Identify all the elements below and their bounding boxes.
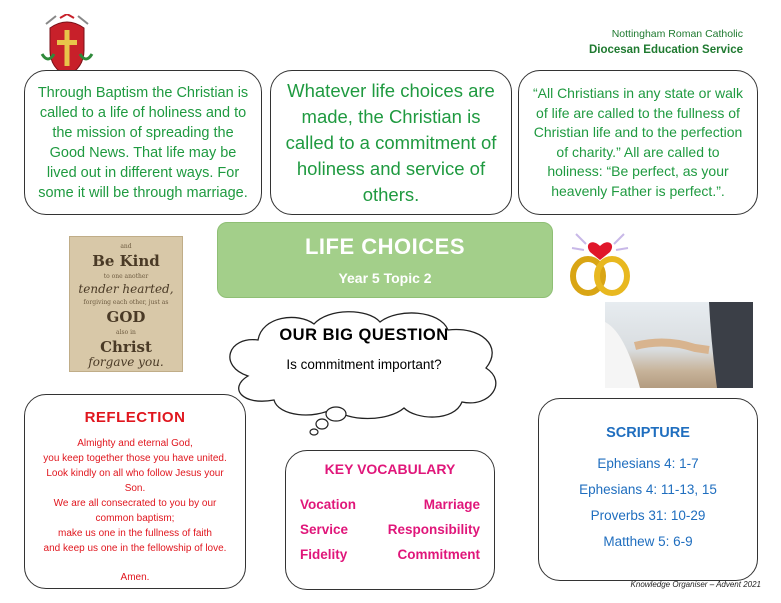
baptism-quote-text: Through Baptism the Christian is called to a life of holiness and to the mission of spreading the Good News. That life may be lived out in different ways. For some it will be through marriage. [37, 84, 249, 201]
vocabulary-term: Responsibility [387, 522, 480, 537]
prayer-line: Look kindly on all who follow Jesus your Son. [46, 468, 224, 494]
poster-line: forgave you. [88, 354, 164, 369]
poster-line: GOD [106, 307, 146, 326]
vocabulary-term: Marriage [423, 497, 480, 512]
scripture-box [538, 398, 758, 581]
organisation-name [589, 26, 743, 58]
vocabulary-term: Service [300, 522, 349, 537]
key-vocabulary-box [285, 450, 495, 590]
commitment-quote-box [270, 70, 512, 215]
poster-line: Christ [100, 337, 152, 356]
couple-holding-hands-photo [605, 302, 753, 388]
reflection-box [24, 394, 246, 589]
poster-line: forgiving each other, just as [83, 298, 169, 306]
big-question-heading: OUR BIG QUESTION [279, 326, 449, 344]
prayer-line: Almighty and eternal God, [77, 438, 193, 449]
poster-line: tender hearted, [78, 281, 174, 296]
scripture-heading: SCRIPTURE [606, 425, 690, 441]
org-line-1: Nottingham Roman Catholic [611, 28, 743, 40]
scripture-reference: Ephesians 4: 11-13, 15 [579, 482, 717, 497]
prayer-line: and keep us one in the fellowship of love. [43, 543, 227, 554]
vocabulary-term: Fidelity [300, 547, 348, 562]
poster-line: and [120, 242, 132, 250]
vocabulary-row [300, 497, 480, 512]
poster-line: to one another [103, 272, 149, 280]
poster-line: also in [116, 328, 136, 336]
org-line-2: Diocesan Education Service [588, 44, 743, 56]
footer-note: Knowledge Organiser – Advent 2021 [630, 580, 761, 589]
vocabulary-term: Vocation [300, 497, 357, 512]
vocabulary-row [300, 522, 480, 537]
big-question [244, 326, 484, 372]
prayer-line: you keep together those you have united. [43, 453, 227, 464]
scripture-reference: Ephesians 4: 1-7 [597, 456, 699, 471]
wedding-rings-heart-icon [562, 224, 638, 296]
topic-title: LIFE CHOICES [304, 234, 465, 259]
couple-photo-graphic [605, 302, 753, 388]
topic-subtitle: Year 5 Topic 2 [338, 270, 432, 286]
vocabulary-term: Commitment [397, 547, 480, 562]
vocabulary-heading: KEY VOCABULARY [324, 461, 456, 477]
prayer-line: common baptism; [95, 513, 175, 524]
reflection-heading: REFLECTION [84, 409, 186, 426]
commitment-quote-text: Whatever life choices are made, the Christian is called to a commitment of holiness and service of others. [285, 79, 497, 205]
reflection-prayer [37, 436, 233, 556]
perfection-quote-text: “All Christians in any state or walk of life are called to the fullness of Christian life and to the perfection of charity.” All are called to holiness: “Be perfect, as your heavenly Father is perfect.”. [532, 85, 744, 199]
scripture-reference: Matthew 5: 6-9 [603, 534, 693, 549]
baptism-quote-box [24, 70, 262, 215]
prayer-amen: Amen. [120, 572, 150, 583]
topic-title-card [217, 222, 553, 298]
scripture-reference: Proverbs 31: 10-29 [590, 508, 706, 523]
vocabulary-row [300, 547, 480, 562]
big-question-text: Is commitment important? [286, 357, 442, 372]
be-kind-poster-image [69, 236, 183, 372]
perfection-quote-box [518, 70, 758, 215]
diocesan-crest-icon [40, 14, 94, 78]
poster-line: Be Kind [92, 251, 160, 270]
prayer-line: We are all consecrated to you by our [53, 498, 217, 509]
prayer-line: make us one in the fullness of faith [58, 528, 212, 539]
